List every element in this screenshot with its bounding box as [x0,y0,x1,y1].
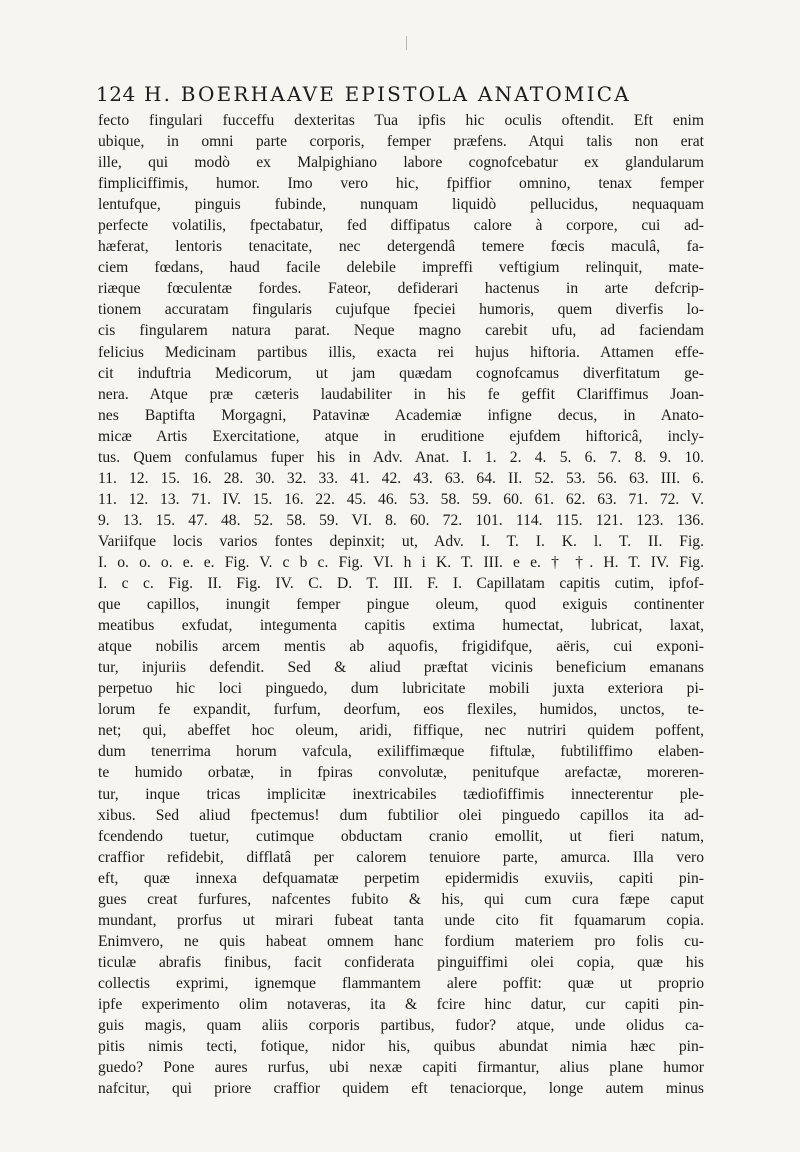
text-line: eft, quæ innexa defquamatæ perpetim epidermidis exuviis, capiti pin- [98,869,704,887]
text-line: meatibus exfudat, integumenta capitis extima humectat, lubricat, laxat, [98,617,704,635]
text-line: tionem accuratam fingularis cujufque fpeciei humoris, quem diverfis lo- [98,301,704,319]
text-line: I. o. o. o. e. e. Fig. V. c b c. Fig. VI. h i K. T. III. e e. † †. H. T. IV. Fig. [98,553,704,571]
page-edge-mark [402,36,407,50]
text-line: te humido orbatæ, in fpiras convolutæ, penitufque arefactæ, moreren- [98,764,704,782]
text-line: dum tenerrima horum vafcula, exiliffimæque fiftulæ, fubtiliffimo elaben- [98,743,704,761]
text-line: nera. Atque præ cæteris laudabiliter in his fe geffit Clariffimus Joan- [98,385,704,403]
text-line: ciem fœdans, haud facile delebile impreffi veftigium relinquit, mate- [98,259,704,277]
text-line: mundant, prorfus ut mirari fubeat tanta unde cito fit fquamarum copia. [98,911,704,929]
page-number: 124 [96,82,136,106]
text-line: micæ Artis Exercitatione, atque in eruditione ejufdem hiftoricâ, incly- [98,427,704,445]
text-line: gues creat furfures, nafcentes fubito & his, qui cum cura fæpe caput [98,890,704,908]
text-line: Enimvero, ne quis habeat omnem hanc fordium materiem pro folis cu- [98,932,704,950]
text-line: 9. 13. 15. 47. 48. 52. 58. 59. VI. 8. 60. 72. 101. 114. 115. 121. 123. 136. [98,511,704,529]
text-line: tur, injuriis defendit. Sed & aliud præftat vicinis beneficium emanans [98,659,704,677]
text-line: guis magis, quam aliis corporis partibus, fudor? atque, unde olidus ca- [98,1017,704,1035]
running-title: H. BOERHAAVE EPISTOLA ANATOMICA [144,82,631,106]
text-line: 11. 12. 15. 16. 28. 30. 32. 33. 41. 42. 43. 63. 64. II. 52. 53. 56. 63. III. 6. [98,469,704,487]
text-line: collectis exprimi, ignemque flammantem alere poffit: quæ ut proprio [98,974,704,992]
text-line: craffior refidebit, difflatâ per calorem tenuiore parte, amurca. Illa vero [98,848,704,866]
text-line: ipfe experimento olim notaveras, ita & fcire hinc datur, cur capiti pin- [98,995,704,1013]
text-line: hæferat, lentoris tenacitate, nec detergendâ temere fœcis maculâ, fa- [98,238,704,256]
text-line: atque nobilis arcem mentis ab aquofis, frigidifque, aëris, cui exponi- [98,638,704,656]
text-line: felicius Medicinam partibus illis, exacta rei hujus hiftoria. Attamen effe- [98,343,704,361]
text-line: ubique, in omni parte corporis, femper præfens. Atqui talis non erat [98,133,704,151]
text-line: fecto fingulari fucceffu dexteritas Tua ipfis hic oculis oftendit. Eft enim [98,112,704,129]
text-line: pitis nimis tecti, fotique, nidor his, quibus abundat nimia hæc pin- [98,1038,704,1056]
text-line: guedo? Pone aures rurfus, ubi nexæ capiti firmantur, alius plane humor [98,1059,704,1077]
text-line: cis fingularem natura parat. Neque magno carebit ufu, ad faciendam [98,322,704,340]
text-line: perpetuo hic loci pinguedo, dum lubricitate mobili juxta exteriora pi- [98,680,704,698]
text-line: net; qui, abeffet hoc oleum, aridi, fiffique, nec nutriri quidem poffent, [98,722,704,740]
text-line: I. c c. Fig. II. Fig. IV. C. D. T. III. F. I. Capillatam capitis cutim, ipfof- [98,575,704,593]
text-line: 11. 12. 13. 71. IV. 15. 16. 22. 45. 46. 53. 58. 59. 60. 61. 62. 63. 71. 72. V. [98,490,704,508]
text-line: xibus. Sed aliud fpectemus! dum fubtilior olei pinguedo capillos ita ad- [98,806,704,824]
text-line: nafcitur, qui priore craffior quidem eft tenaciorque, longe autem minus [98,1080,704,1098]
text-line: ticulæ abrafis finibus, facit confiderata pinguiffimi olei copia, quæ his [98,953,704,971]
text-line: lorum fe expandit, furfum, deorfum, eos flexiles, humidos, unctos, te- [98,701,704,719]
body-text [98,110,704,1099]
text-line: perfecte volatilis, fpectabatur, fed diffipatus calore à corpore, cui ad- [98,217,704,235]
text-line: tus. Quem confulamus fuper his in Adv. Anat. I. 1. 2. 4. 5. 6. 7. 8. 9. 10. [98,448,704,466]
text-line: nes Baptifta Morgagni, Patavinæ Academiæ infigne decus, in Anato- [98,406,704,424]
text-line: que capillos, inungit femper pingue oleum, quod exiguis continenter [98,596,704,614]
text-line: fimpliciffimis, humor. Imo vero hic, fpiffior omnino, tenax femper [98,175,704,193]
text-line: riæque fœculentæ fordes. Fateor, defiderari hactenus in arte defcrip- [98,280,704,298]
text-line: lentufque, pinguis fubinde, nunquam liquidò pellucidus, nequaquam [98,196,704,214]
text-line: ille, qui modò ex Malpighiano labore cognofcebatur ex glandularum [98,154,704,172]
text-line: cit induftria Medicorum, ut jam quædam cognofcamus diverfitatum ge- [98,364,704,382]
text-line: tur, inque tricas implicitæ inextricabiles tædiofiffimis innecterentur ple- [98,785,704,803]
text-line: fcendendo tuetur, cutimque obductam cranio emollit, ut fieri natum, [98,827,704,845]
text-line: Variifque locis varios fontes depinxit; ut, Adv. I. T. I. K. l. T. II. Fig. [98,532,704,550]
page-header [96,82,696,108]
